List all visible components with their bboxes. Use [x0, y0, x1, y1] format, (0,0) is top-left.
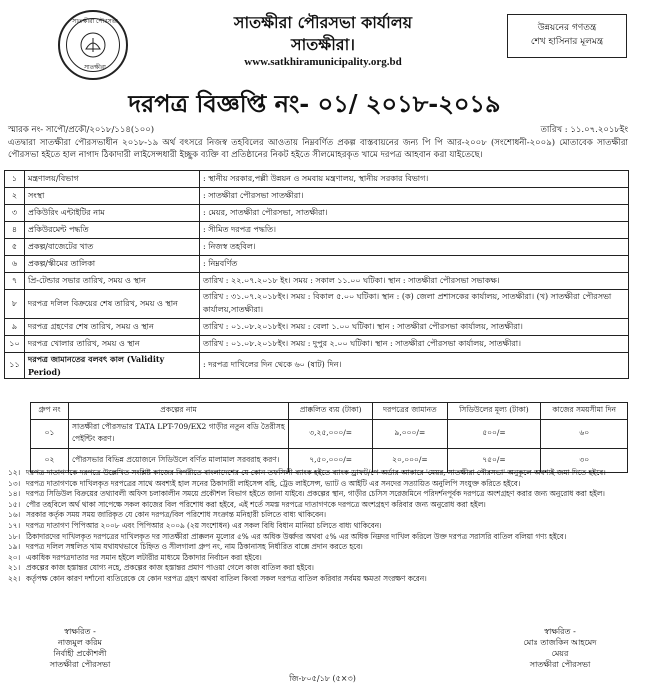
- header-schedule-price: সিডিউলের মূল্য (টাকা): [447, 403, 541, 420]
- signatory-designation: মেয়র: [551, 649, 569, 658]
- term-text: দরপত্র দলিল সম্বলিত খাম যথাযথভাবে চিহ্নিত ও সীলগালা গ্রুপ নং, নাম ঠিকানাসহ নির্ধারিত বাক্সে প্রদান করতে হবে।: [26, 542, 363, 552]
- term-number: ২০।: [8, 552, 21, 562]
- seal-top-text: সাতক্ষীরা পৌরসভা: [72, 18, 118, 25]
- signatory-designation: নির্বাহী প্রকৌশলী: [53, 649, 107, 658]
- signatory-name: নাজমুল করিম: [58, 638, 102, 647]
- term-text: দরপত্র দাতাগণকে দাখিলকৃত দরপত্রের সাথে অবশ্যই হাল সনের ঠিকাদারী লাইসেন্স বহি, ট্রেড লাইসেন্স, ভ্যাট ও আইটি এর সনদের সত্যায়িত অনুলিপি সংযুক্ত করিতে হইবে।: [26, 478, 521, 488]
- term-number: ২১।: [8, 563, 21, 573]
- list-item: [8, 542, 628, 553]
- print-code: জি-৮০৫/১৮ (৫×৩): [289, 674, 356, 683]
- header-security: দরপত্রের জামানত: [373, 403, 447, 420]
- list-item: [8, 468, 628, 479]
- memo-row: [8, 123, 628, 137]
- list-item: [8, 521, 628, 532]
- term-text: দরপত্র দাতাগণ পিপিআর ২০০৮ এবং পিপিআর ২০০৯ (২য় সংশোধন) এর সকল বিধি বিধান মানিয়া চলিতে বাধ্য থাকিবেন।: [26, 520, 382, 530]
- cell-group: ০২: [31, 449, 69, 473]
- term-text: একাধিক দরপত্রদাতার দর সমান হইলে লটারীর মাধ্যমে ঠিকাদার নির্বাচন করা হইবে।: [26, 552, 262, 562]
- row-number: ৬: [5, 256, 25, 273]
- table-row: [5, 353, 629, 379]
- row-label: মন্ত্রণালয়/বিভাগ: [25, 171, 200, 188]
- cell-cost: ৭,৫০,০০০/=: [289, 449, 373, 473]
- table-row: [5, 205, 629, 222]
- motto-line-2: শেখ হাসিনার মূলমন্ত্র: [530, 37, 604, 47]
- table-row: [5, 273, 629, 290]
- list-item: [8, 553, 628, 564]
- row-label: প্রকল্প/বাজেটের খাত: [25, 239, 200, 256]
- term-text: কর্তৃপক্ষ কোন কারণ দর্শানো ব্যতিরেকে যে কোন দরপত্র গ্রহণ অথবা বাতিল কিংবা সকল দরপত্র বাতিল করিবার সর্বময় ক্ষমতা সংরক্ষণ করেন।: [26, 573, 427, 583]
- notice-title: দরপত্র বিজ্ঞপ্তি নং- ০১/ ২০১৮-২০১৯: [128, 89, 501, 118]
- signatory-office: সাতক্ষীরা পৌরসভা: [49, 660, 111, 669]
- row-number: ৪: [5, 222, 25, 239]
- tender-table: [30, 402, 628, 473]
- row-value: : সাতক্ষীরা পৌরসভা সাতক্ষীরা।: [200, 188, 629, 205]
- row-value: : সীমিত দরপত্র পদ্ধতি।: [200, 222, 629, 239]
- cell-security: ২০,০০০/=: [373, 449, 447, 473]
- term-number: ১৩।: [8, 478, 21, 488]
- seal-emblem-icon: [78, 30, 108, 60]
- info-table: [4, 170, 629, 379]
- terms-list: [8, 468, 628, 585]
- term-number: ১৮।: [8, 531, 21, 541]
- term-number: ১৬।: [8, 510, 21, 520]
- term-text: পৌর তহবিলে অর্থ থাকা সাপেক্ষে সকল কাজের বিল পরিশোধ করা হইবে, এই শর্তে সমস্ত দরপত্রে দাতাগণকে দরপত্রে অংশগ্রহণ করিবার জন্য অনুরোধ করা হইল।: [26, 499, 486, 509]
- table-row: [5, 256, 629, 273]
- cell-days: ৬০: [541, 420, 628, 449]
- table-row: [5, 171, 629, 188]
- row-value: তারিখ : ৩১.০৭.২০১৮ইং। সময় : বিকাল ৫.০০ ঘটিকা। স্থান : (ক) জেলা প্রশাসকের কার্যালয়, সাতক্ষীরা। (খ) সাতক্ষীরা পৌরসভা কার্যালয়,সাতক্ষীরা।: [200, 290, 629, 319]
- header-estimated-cost: প্রাক্কলিত ব্যয় (টাকা): [289, 403, 373, 420]
- table-row: [5, 222, 629, 239]
- row-label: দরপত্র জামানতের বলবৎ কাল (Validity Period): [25, 353, 200, 379]
- term-number: ২২।: [8, 573, 21, 583]
- signature-label: স্বাক্ষরিত -: [64, 627, 96, 636]
- row-value: তারিখ : ০১.০৮.২০১৮ইং। সময় : দুপুর ২.০০ ঘটিকা। স্থান : সাতক্ষীরা পৌরসভা কার্যালয়, সাতক্ষীরা।: [200, 336, 629, 353]
- list-item: [8, 500, 628, 511]
- table-row: [5, 290, 629, 319]
- header-project-name: প্রকল্পের নাম: [69, 403, 289, 420]
- term-number: ১৫।: [8, 499, 21, 509]
- signatory-name: মোঃ তাজকিন আহমেদ: [523, 638, 597, 647]
- cell-schedule-price: ৫০০/=: [447, 420, 541, 449]
- memo-number: স্মারক নং- সাপৌ/প্রকৌ/২০১৮/১১৪(১০০): [8, 125, 155, 135]
- list-item: [8, 563, 628, 574]
- signatory-office: সাতক্ষীরা পৌরসভা: [529, 660, 591, 669]
- list-item: [8, 510, 628, 521]
- table-row: [5, 239, 629, 256]
- term-text: সরকার কর্তৃক সময় সময় জারিকৃত যে কোন দরপত্র/বিল পরিশোধ সংক্রান্ত মনিহারী চলিতে বাধ্য থাকিবেন।: [26, 510, 326, 520]
- term-text: ঠিকাদারদের দাখিলকৃত দরপত্রের দাখিলকৃত দর সাতক্ষীরা প্রাক্কলন মূল্যের ৫% এর অধিক উর্ধ্বদর অথবা ৫% এর অধিক নিম্নদর দাখিল করিলে উক্ত দরপত্র সরাসরি বাতিল বলিয়া গণ্য হইবে।: [26, 531, 567, 541]
- signature-label: স্বাক্ষরিত -: [544, 627, 576, 636]
- cell-days: ৩০: [541, 449, 628, 473]
- row-number: ১: [5, 171, 25, 188]
- signature-block-mayor: [505, 626, 615, 670]
- row-value: : স্থানীয় সরকার,পল্লী উন্নয়ন ও সমবায় মন্ত্রণালয়, স্থানীয় সরকার বিভাগ।: [200, 171, 629, 188]
- intro-paragraph: এতদ্বারা সাতক্ষীরা পৌরসভাধীন ২০১৮-১৯ অর্থ বৎসরে নিজস্ব তহবিলের আওতায় নিম্নবর্ণিত প্রকল্প বাস্তবায়নের জন্য পি পি আর-২০০৮ (সংশোধনী-২০০৯) মোতাবেক সাতক্ষীরা পৌরসভা হইতে হাল নাগাদ ঠিকাদারী লাইসেন্সধারী ইচ্ছুক ব্যক্তি বা প্রতিষ্ঠানের নিকট হইতে সীলমোহরকৃত খামে দরপত্র আহবান করা যাইতেছে।: [8, 138, 628, 160]
- website-url: www.satkhiramunicipality.org.bd: [244, 56, 402, 68]
- row-value: : নিম্নবর্ণিত: [200, 256, 629, 273]
- term-number: ১২।: [8, 468, 21, 477]
- motto-line-1: উন্নয়নের গণতন্ত্র: [537, 23, 597, 33]
- row-number: ১০: [5, 336, 25, 353]
- row-number: ১১: [5, 353, 25, 379]
- row-label: প্রকিউরিং এন্টাইটির নাম: [25, 205, 200, 222]
- list-item: [8, 532, 628, 543]
- row-value: তারিখ : ২২.০৭.২০১৮ ইং। সময় : সকাল ১১.০০ ঘটিকা। স্থান : সাতক্ষীরা পৌরসভা সভাকক্ষ।: [200, 273, 629, 290]
- row-number: ৭: [5, 273, 25, 290]
- term-number: ১৭।: [8, 520, 21, 530]
- row-value: : নিজস্ব তহবিল।: [200, 239, 629, 256]
- row-label: প্রকল্প/স্কীমের তালিকা: [25, 256, 200, 273]
- cell-project-name: সাতক্ষীরা পৌরসভার TATA LPT-709/EX2 গাড়ীর নতুন বডি তৈরীসহ পেইন্টিং করণ।: [69, 420, 289, 449]
- cell-cost: ৩,২৫,০০০/=: [289, 420, 373, 449]
- row-label: দরপত্র খোলার তারিখ, সময় ও স্থান: [25, 336, 200, 353]
- term-text: দরপত্র সিডিউল বিক্রয়ের তথ্যাবলী অফিস চলাকালীন সময়ে প্রকৌশল বিভাগ হইতে জানা যাইবে। প্রকল্পের স্থান, গাড়ীর চেসিস সরেজমিনে পরিদর্শনপূর্বক দরপত্রে অংশগ্রহণ করার জন্য অনুরোধ করা হইল।: [26, 489, 605, 499]
- table-row: [31, 420, 628, 449]
- list-item: [8, 574, 628, 585]
- row-label: সংস্থা: [25, 188, 200, 205]
- term-number: ১৪।: [8, 489, 21, 499]
- row-value: : দরপত্র দাখিলের দিন থেকে ৬০ (ষাট) দিন।: [200, 353, 629, 379]
- row-number: ৩: [5, 205, 25, 222]
- municipality-seal: [58, 10, 128, 80]
- table-row: [5, 336, 629, 353]
- row-value: : মেয়র, সাতক্ষীরা পৌরসভা, সাতক্ষীরা।: [200, 205, 629, 222]
- header-duration: কাজের সময়সীমা দিন: [541, 403, 628, 420]
- row-label: প্রকিউরমেন্ট পদ্ধতি: [25, 222, 200, 239]
- header: [8, 6, 637, 92]
- cell-group: ০১: [31, 420, 69, 449]
- row-number: ৫: [5, 239, 25, 256]
- term-text: প্রকল্পের কাজ হস্তান্তর যোগ্য নহে, প্রকল্পের কাজ হস্তান্তর প্রমাণ পাওয়া গেলে কাজ বাতিল করা হইবে।: [26, 563, 314, 573]
- signature-block-engineer: [30, 626, 130, 670]
- cell-security: ৯,০০০/=: [373, 420, 447, 449]
- row-number: ৮: [5, 290, 25, 319]
- row-number: ৯: [5, 319, 25, 336]
- term-text: দরপত্র দাতাগণকে দরপত্রে উল্লেখিত সংশ্লিষ্ট কাজের বিপরীতে বাংলাদেশের যে কোন তফসিলী ব্যাংক হইতে ব্যাংক ড্রাফট/পে-অর্ডার আকারে 'মেয়র, সাতক্ষীরা পৌরসভা' অনুকূলে অবশ্যই জমা দিতে হইবে।: [26, 468, 606, 477]
- row-label: দরপত্র দলিল বিক্রয়ের শেষ তারিখ, সময় ও স্থান: [25, 290, 200, 319]
- row-value: তারিখ : ০১.০৮.২০১৮ইং। সময় : বেলা ১.০০ ঘটিকা। স্থান : সাতক্ষীরা পৌরসভা কার্যালয়, সাতক্ষীরা।: [200, 319, 629, 336]
- notice-date: তারিখ : ১১.০৭.২০১৮ইং: [540, 125, 628, 135]
- cell-schedule-price: ৭৫০/=: [447, 449, 541, 473]
- list-item: [8, 479, 628, 490]
- tender-header-row: [31, 403, 628, 420]
- term-number: ১৯।: [8, 542, 21, 552]
- office-name: সাতক্ষীরা পৌরসভা কার্যালয়: [233, 13, 413, 32]
- row-number: ২: [5, 188, 25, 205]
- seal-bottom-text: সাতক্ষীরা: [84, 64, 106, 71]
- list-item: [8, 489, 628, 500]
- cell-project-name: পৌরসভার বিভিন্ন প্রয়োজনে সিডিউলে বর্ণিত মালামাল সরবরাহ করণ।: [69, 449, 289, 473]
- office-location: সাতক্ষীরা।: [291, 35, 355, 54]
- header-group-no: গ্রুপ নং: [31, 403, 69, 420]
- motto-box: [507, 14, 627, 58]
- table-row: [5, 188, 629, 205]
- row-label: দরপত্র গ্রহণের শেষ তারিখ, সময় ও স্থান: [25, 319, 200, 336]
- table-row: [5, 319, 629, 336]
- row-label: প্রি-টেন্ডার সভার তারিখ, সময় ও স্থান: [25, 273, 200, 290]
